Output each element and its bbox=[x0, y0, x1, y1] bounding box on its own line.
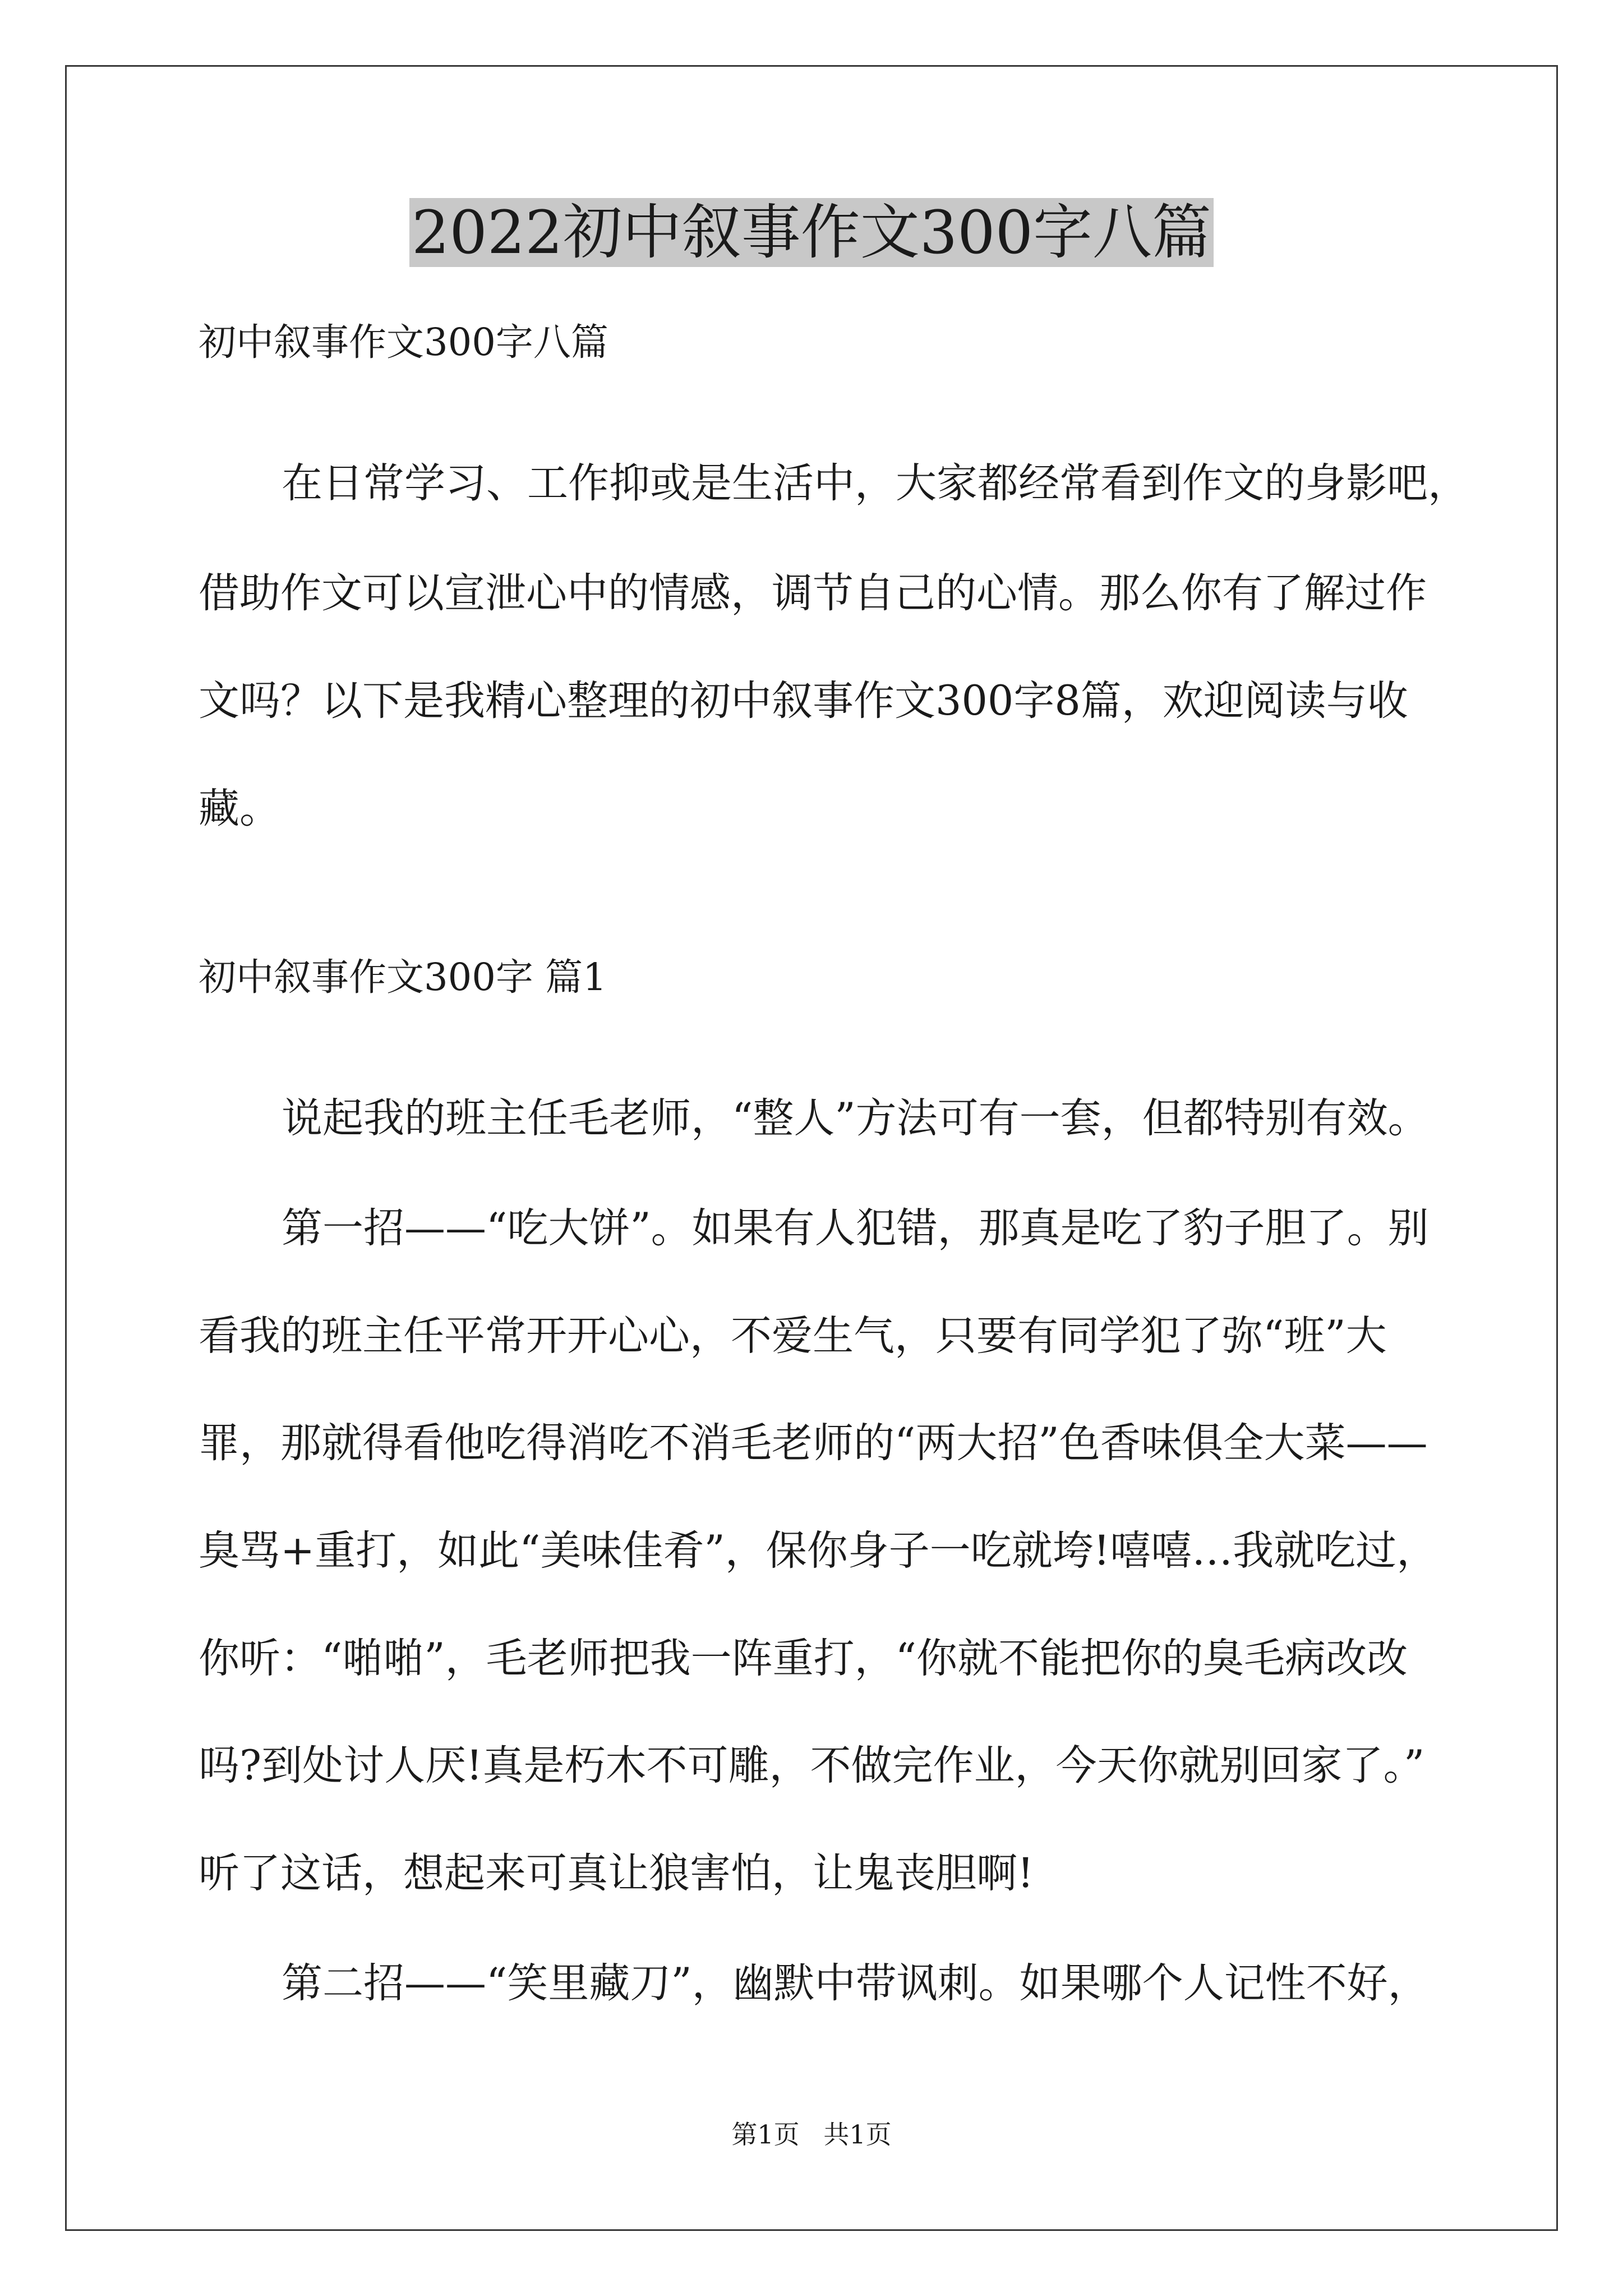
page-footer bbox=[0, 2118, 1623, 2151]
document-title-text: 2022初中叙事作文300字八篇 bbox=[409, 198, 1214, 267]
page-border bbox=[65, 65, 1558, 2231]
body-line-9: 第二招——“笑里藏刀”，幽默中带讽刺。如果哪个人记性不好， bbox=[282, 1959, 1429, 2007]
body-line-6: 你听：“啪啪”，毛老师把我一阵重打，“你就不能把你的臭毛病改改 bbox=[199, 1635, 1408, 1682]
body-line-7: 吗?到处讨人厌!真是朽木不可雕，不做完作业，今天你就别回家了。” bbox=[199, 1742, 1425, 1789]
intro-line-3: 文吗？以下是我精心整理的初中叙事作文300字8篇，欢迎阅读与收 bbox=[199, 677, 1408, 725]
document-subtitle: 初中叙事作文300字八篇 bbox=[199, 320, 608, 364]
body-line-5: 臭骂+重打，如此“美味佳肴”，保你身子一吃就垮!嘻嘻…我就吃过， bbox=[199, 1527, 1438, 1575]
intro-line-2: 借助作文可以宣泄心中的情感，调节自己的心情。那么你有了解过作 bbox=[199, 569, 1427, 617]
body-line-1: 说起我的班主任毛老师，“整人”方法可有一套，但都特别有效。 bbox=[282, 1094, 1429, 1142]
page-number: 第1页 bbox=[731, 2119, 800, 2150]
document-title bbox=[0, 191, 1623, 275]
body-line-3: 看我的班主任平常开开心心，不爱生气，只要有同学犯了弥“班”大 bbox=[199, 1312, 1387, 1360]
section-heading: 初中叙事作文300字 篇1 bbox=[199, 955, 607, 999]
body-line-8: 听了这话，想起来可真让狼害怕，让鬼丧胆啊! bbox=[199, 1849, 1034, 1897]
body-line-4: 罪，那就得看他吃得消吃不消毛老师的“两大招”色香味俱全大菜—— bbox=[199, 1419, 1428, 1467]
body-line-2: 第一招——“吃大饼”。如果有人犯错，那真是吃了豹子胆了。别 bbox=[282, 1204, 1429, 1252]
intro-line-1: 在日常学习、工作抑或是生活中，大家都经常看到作文的身影吧， bbox=[282, 459, 1469, 507]
page-total: 共1页 bbox=[823, 2119, 892, 2150]
intro-line-4: 藏。 bbox=[199, 785, 280, 832]
